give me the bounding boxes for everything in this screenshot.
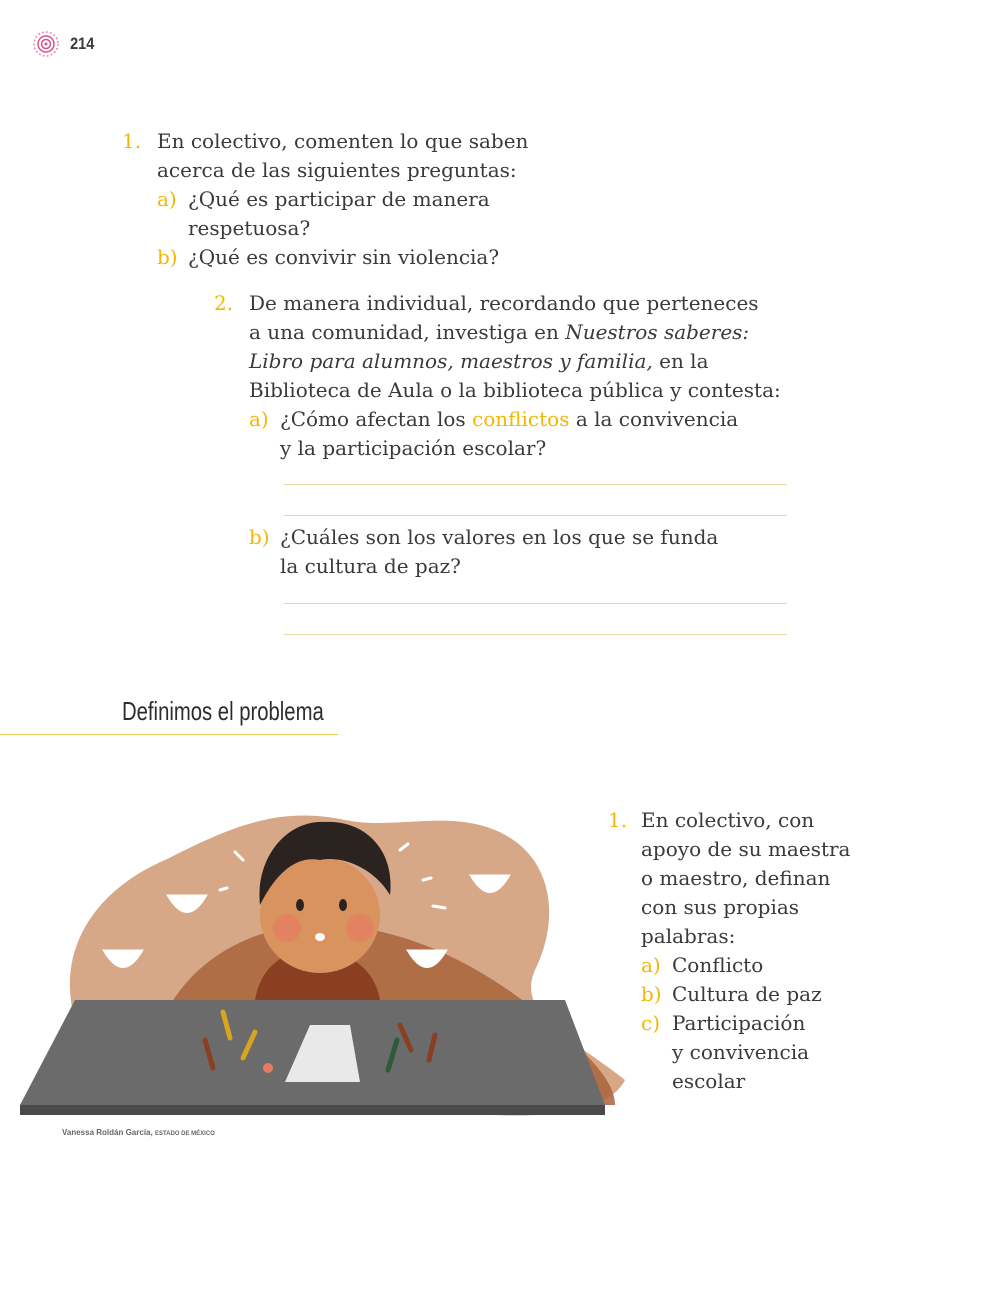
section-title: Definimos el problema (122, 696, 324, 726)
question-2 (214, 289, 814, 463)
question-text: con sus propias (641, 895, 800, 919)
subitem-label: b) (157, 245, 178, 269)
illustration-credit: Vanessa Roldán García, ESTADO DE MÉXICO (62, 1128, 215, 1137)
subitem-text: Conflicto (672, 953, 764, 977)
question-text: apoyo de su maestra (641, 837, 851, 861)
answer-line[interactable] (284, 484, 787, 485)
answer-line[interactable] (284, 515, 787, 516)
question-number: 1. (608, 808, 628, 832)
answer-line[interactable] (284, 603, 787, 604)
keyword-highlight: conflictos (472, 407, 570, 431)
question-text: De manera individual, recordando que perteneces (249, 291, 759, 315)
subitem-text: Participación (672, 1011, 806, 1035)
page-number: 214 (70, 34, 95, 53)
question-text: En colectivo, con (641, 808, 815, 832)
subitem-text: la cultura de paz? (280, 554, 461, 578)
subitem-text: ¿Cómo afectan los conflictos a la convivencia (280, 407, 739, 431)
subitem-text: escolar (672, 1069, 746, 1093)
student-illustration (15, 800, 630, 1130)
question-text: o maestro, definan (641, 866, 831, 890)
question-text: En colectivo, comenten lo que saben (157, 129, 529, 153)
subitem-text: ¿Qué es convivir sin violencia? (188, 245, 500, 269)
decorative-sun-icon (32, 30, 60, 58)
section-question-1 (608, 806, 928, 1096)
subitem-text: y la participación escolar? (280, 436, 547, 460)
subitem-label: a) (157, 187, 177, 211)
question-number: 2. (214, 291, 234, 315)
subitem-label: b) (641, 982, 662, 1006)
page-header (32, 30, 96, 58)
subitem-label: a) (641, 953, 661, 977)
answer-line[interactable] (284, 634, 787, 635)
question-text: a una comunidad, investiga en Nuestros saberes: (249, 320, 750, 344)
question-2b (249, 523, 809, 581)
section-underline (0, 734, 338, 735)
subitem-text: Cultura de paz (672, 982, 822, 1006)
subitem-text: ¿Cuáles son los valores en los que se funda (280, 525, 719, 549)
subitem-text: ¿Qué es participar de manera (188, 187, 490, 211)
question-text: Biblioteca de Aula o la biblioteca pública y contesta: (249, 378, 781, 402)
subitem-text: y convivencia (672, 1040, 810, 1064)
question-1 (122, 127, 642, 272)
subitem-label: a) (249, 407, 269, 431)
question-number: 1. (122, 129, 142, 153)
question-text: palabras: (641, 924, 736, 948)
subitem-label: b) (249, 525, 270, 549)
subitem-label: c) (641, 1011, 661, 1035)
question-text: acerca de las siguientes preguntas: (157, 158, 517, 182)
subitem-text: respetuosa? (188, 216, 311, 240)
question-text: Libro para alumnos, maestros y familia, en la (249, 349, 709, 373)
